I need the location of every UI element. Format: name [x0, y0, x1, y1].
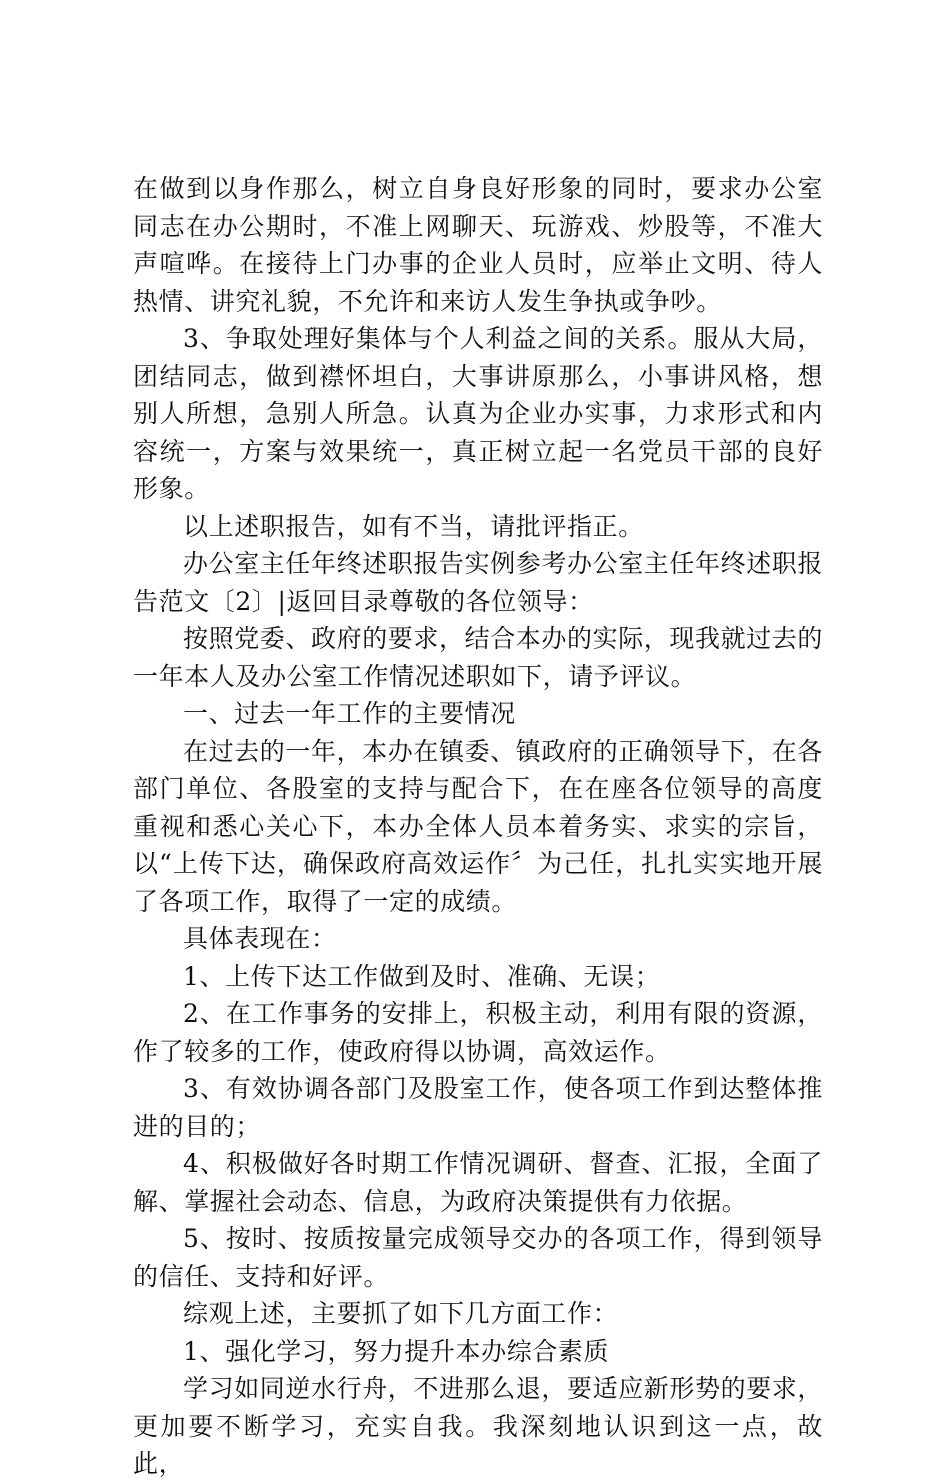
paragraph: 以上述职报告，如有不当，请批评指正。 [183, 511, 644, 541]
paragraph: 3、争取处理好集体与个人利益之间的关系。服从大局，团结同志，做到襟怀坦白，大事讲原那么，小事讲风格，想别人所想，急别人所急。认真为企业办实事，力求形式和内容统一，方案与效果统一，真正树立起一名党员干部的良好形象。 [133, 324, 823, 503]
list-item: 1、上传下达工作做到及时、准确、无误； [183, 961, 661, 991]
document-body [133, 170, 823, 1483]
paragraph: 按照党委、政府的要求，结合本办的实际，现我就过去的一年本人及办公室工作情况述职如下，请予评议。 [133, 624, 824, 691]
paragraph: 具体表现在： [183, 924, 337, 953]
paragraph: 综观上述，主要抓了如下几方面工作： [183, 1299, 619, 1328]
list-item: 5、按时、按质按量完成领导交办的各项工作，得到领导的信任、支持和好评。 [133, 1224, 823, 1291]
paragraph: 办公室主任年终述职报告实例参考办公室主任年终述职报告范文〔2〕|返回目录尊敬的各位领导： [133, 549, 824, 616]
list-item: 3、有效协调各部门及股室工作，使各项工作到达整体推进的目的； [133, 1074, 823, 1141]
section-heading: 1、强化学习，努力提升本办综合素质 [183, 1336, 610, 1366]
list-item: 2、在工作事务的安排上，积极主动，利用有限的资源，作了较多的工作，使政府得以协调，高效运作。 [133, 999, 823, 1066]
section-heading: 一、过去一年工作的主要情况 [183, 699, 516, 728]
paragraph: 在做到以身作那么，树立自身良好形象的同时，要求办公室同志在办公期时，不准上网聊天、玩游戏、炒股等，不准大声喧哗。在接待上门办事的企业人员时，应举止文明、待人热情、讲究礼貌，不允许和来访人发生争执或争吵。 [133, 174, 823, 316]
paragraph: 在过去的一年，本办在镇委、镇政府的正确领导下，在各部门单位、各股室的支持与配合下，在在座各位领导的高度重视和悉心关心下，本办全体人员本着务实、求实的宗旨，以“上传下达，确保政府高效运作〞为己任，扎扎实实地开展了各项工作，取得了一定的成绩。 [133, 736, 824, 916]
paragraph: 学习如同逆水行舟，不进那么退，要适应新形势的要求，更加要不断学习，充实自我。我深刻地认识到这一点，故此， [133, 1374, 824, 1478]
list-item: 4、积极做好各时期工作情况调研、督查、汇报，全面了解、掌握社会动态、信息，为政府决策提供有力依据。 [133, 1149, 823, 1216]
